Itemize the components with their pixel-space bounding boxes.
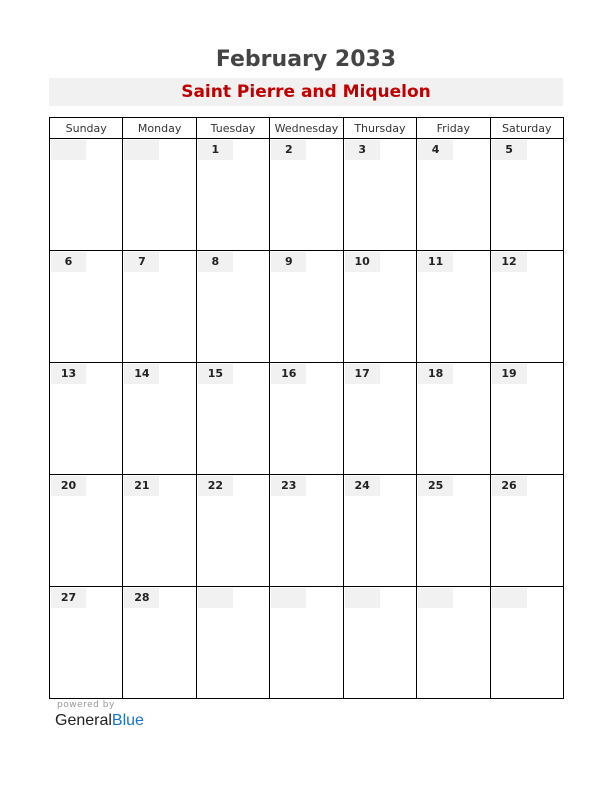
calendar-week-row bbox=[50, 363, 564, 475]
weekday-thursday: Thursday bbox=[343, 118, 416, 139]
calendar-day-cell bbox=[196, 475, 269, 587]
empty-day-label bbox=[345, 588, 380, 608]
calendar-day-cell bbox=[123, 587, 196, 699]
calendar-week-row bbox=[50, 475, 564, 587]
empty-day-label bbox=[271, 588, 306, 608]
powered-by-label: powered by bbox=[57, 700, 115, 710]
calendar-day-cell bbox=[417, 587, 490, 699]
day-number: 1 bbox=[198, 140, 233, 160]
calendar-grid bbox=[49, 117, 564, 697]
calendar-day-cell bbox=[50, 587, 123, 699]
day-number: 8 bbox=[198, 252, 233, 272]
calendar-day-cell bbox=[123, 251, 196, 363]
brand-general: General bbox=[55, 712, 112, 729]
calendar-day-cell bbox=[417, 363, 490, 475]
calendar-table bbox=[49, 117, 564, 699]
day-number: 5 bbox=[492, 140, 527, 160]
day-number: 25 bbox=[418, 476, 453, 496]
empty-day-label bbox=[418, 588, 453, 608]
calendar-day-cell bbox=[123, 139, 196, 251]
day-number: 11 bbox=[418, 252, 453, 272]
calendar-day-cell bbox=[196, 587, 269, 699]
empty-day-label bbox=[492, 588, 527, 608]
day-number: 12 bbox=[492, 252, 527, 272]
calendar-day-cell bbox=[490, 475, 563, 587]
day-number: 10 bbox=[345, 252, 380, 272]
day-number: 16 bbox=[271, 364, 306, 384]
empty-day-label bbox=[124, 140, 159, 160]
day-number: 19 bbox=[492, 364, 527, 384]
calendar-day-cell bbox=[123, 475, 196, 587]
calendar-day-cell bbox=[417, 475, 490, 587]
brand-blue: Blue bbox=[111, 712, 144, 729]
weekday-monday: Monday bbox=[123, 118, 196, 139]
calendar-day-cell bbox=[50, 251, 123, 363]
day-number: 27 bbox=[51, 588, 86, 608]
day-number: 14 bbox=[124, 364, 159, 384]
calendar-day-cell bbox=[343, 139, 416, 251]
calendar-day-cell bbox=[417, 139, 490, 251]
day-number: 3 bbox=[345, 140, 380, 160]
day-number: 21 bbox=[124, 476, 159, 496]
weekday-wednesday: Wednesday bbox=[270, 118, 343, 139]
day-number: 6 bbox=[51, 252, 86, 272]
calendar-week-row bbox=[50, 139, 564, 251]
page-title: February 2033 bbox=[215, 47, 397, 72]
day-number: 22 bbox=[198, 476, 233, 496]
calendar-day-cell bbox=[123, 363, 196, 475]
calendar-day-cell bbox=[343, 363, 416, 475]
weekday-header-row bbox=[50, 118, 564, 139]
calendar-day-cell bbox=[343, 587, 416, 699]
calendar-day-cell bbox=[270, 363, 343, 475]
day-number: 4 bbox=[418, 140, 453, 160]
region-subtitle: Saint Pierre and Miquelon bbox=[181, 82, 431, 102]
calendar-day-cell bbox=[196, 139, 269, 251]
day-number: 24 bbox=[345, 476, 380, 496]
empty-day-label bbox=[51, 140, 86, 160]
calendar-day-cell bbox=[196, 363, 269, 475]
calendar-day-cell bbox=[490, 139, 563, 251]
calendar-day-cell bbox=[50, 139, 123, 251]
day-number: 23 bbox=[271, 476, 306, 496]
day-number: 28 bbox=[124, 588, 159, 608]
day-number: 2 bbox=[271, 140, 306, 160]
weekday-sunday: Sunday bbox=[50, 118, 123, 139]
day-number: 7 bbox=[124, 252, 159, 272]
day-number: 26 bbox=[492, 476, 527, 496]
calendar-day-cell bbox=[196, 251, 269, 363]
calendar-day-cell bbox=[270, 139, 343, 251]
weekday-tuesday: Tuesday bbox=[196, 118, 269, 139]
day-number: 18 bbox=[418, 364, 453, 384]
calendar-week-row bbox=[50, 587, 564, 699]
calendar-week-row bbox=[50, 251, 564, 363]
weekday-saturday: Saturday bbox=[490, 118, 563, 139]
brand-logo bbox=[55, 712, 144, 730]
weekday-friday: Friday bbox=[417, 118, 490, 139]
calendar-day-cell bbox=[343, 475, 416, 587]
subtitle-bar bbox=[49, 78, 563, 106]
calendar-day-cell bbox=[490, 587, 563, 699]
calendar-day-cell bbox=[50, 363, 123, 475]
calendar-day-cell bbox=[490, 363, 563, 475]
calendar-day-cell bbox=[50, 475, 123, 587]
calendar-day-cell bbox=[270, 251, 343, 363]
day-number: 20 bbox=[51, 476, 86, 496]
calendar-day-cell bbox=[417, 251, 490, 363]
calendar-day-cell bbox=[343, 251, 416, 363]
calendar-day-cell bbox=[270, 587, 343, 699]
calendar-day-cell bbox=[270, 475, 343, 587]
day-number: 17 bbox=[345, 364, 380, 384]
day-number: 9 bbox=[271, 252, 306, 272]
day-number: 15 bbox=[198, 364, 233, 384]
calendar-day-cell bbox=[490, 251, 563, 363]
empty-day-label bbox=[198, 588, 233, 608]
day-number: 13 bbox=[51, 364, 86, 384]
